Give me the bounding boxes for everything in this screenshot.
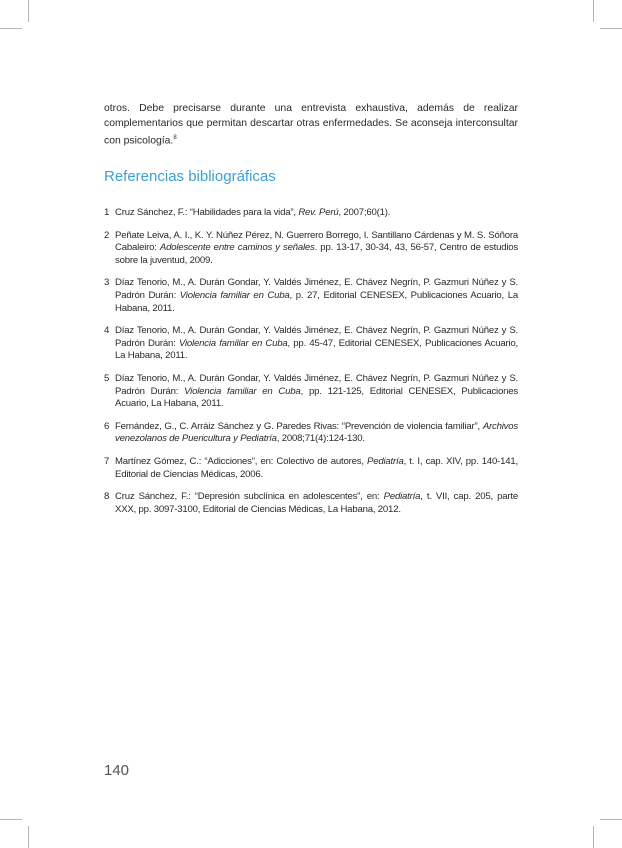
- crop-mark: [600, 819, 622, 820]
- reference-item: [104, 491, 518, 516]
- reference-title: Adolescente entre caminos y señales: [159, 242, 315, 254]
- reference-title: Rev. Perú: [298, 207, 339, 218]
- crop-mark: [28, 0, 29, 22]
- crop-mark: [0, 28, 22, 29]
- reference-text: Díaz Tenorio, M., A. Durán Gondar, Y. Valdés Jiménez, E. Chávez Negrín, P. Gazmuri Núñez y S. Padrón Durán:: [115, 325, 518, 349]
- crop-mark: [28, 826, 29, 848]
- reference-text: , t. I, cap. XIV, pp. 140-141, Editorial de Ciencias Médicas, 2006.: [115, 455, 518, 480]
- crop-mark: [593, 0, 594, 22]
- footnote-marker: 8: [173, 135, 177, 141]
- reference-text: , p. 27, Editorial CENESEX, Publicaciones Acuario, La Habana, 2011.: [115, 289, 518, 314]
- reference-number: 5: [104, 372, 110, 384]
- reference-item: [104, 421, 518, 446]
- reference-text: , pp. 121-125, Editorial CENESEX, Publicaciones Acuario, La Habana, 2011.: [115, 385, 518, 410]
- reference-text: , 2008;71(4):124-130.: [276, 433, 365, 445]
- reference-number: 1: [104, 207, 110, 218]
- reference-title: Violencia familiar en Cuba: [184, 385, 301, 397]
- crop-mark: [593, 826, 594, 848]
- reference-text: Peñate Leiva, A. I., K. Y. Núñez Pérez, N. Guerrero Borrego, I. Santillano Cárdenas y M. S. Sóñora Cabaleiro:: [115, 229, 518, 254]
- reference-number: 2: [104, 229, 110, 241]
- reference-number: 8: [104, 491, 110, 503]
- reference-title: Pediatría: [367, 455, 404, 467]
- reference-number: 3: [104, 277, 110, 289]
- section-heading: Referencias bibliográficas: [104, 168, 276, 185]
- reference-item: [104, 277, 518, 315]
- reference-text: Díaz Tenorio, M., A. Durán Gondar, Y. Valdés Jiménez, E. Chávez Negrín, P. Gazmuri Núñez y S. Padrón Durán:: [115, 372, 518, 397]
- reference-text: , 2007;60(1).: [338, 207, 391, 218]
- reference-text: , pp. 45-47, Editorial CENESEX, Publicaciones Acuario, La Habana, 2011.: [115, 337, 518, 362]
- crop-mark: [0, 819, 22, 820]
- reference-list: [104, 207, 518, 526]
- reference-item: [104, 373, 518, 411]
- crop-mark: [600, 28, 622, 29]
- paragraph-text: otros. Debe precisarse durante una entrevista exhaustiva, además de realizar complementarios que permitan descartar otras enfermedades. Se aconseja interconsultar con psicología.: [104, 103, 518, 147]
- reference-text: , t. VII, cap. 205, parte XXX, pp. 3097-3100, Editorial de Ciencias Médicas, La Habana, 2012.: [115, 491, 518, 515]
- reference-title: Pediatría: [383, 491, 421, 503]
- reference-number: 7: [104, 455, 110, 467]
- reference-number: 6: [104, 420, 110, 432]
- reference-text: . pp. 13-17, 30-34, 43, 56-57, Centro de estudios sobre la juventud, 2009.: [115, 242, 519, 266]
- reference-title: Archivos venezolanos de Puericultura y Pediatría: [115, 420, 518, 445]
- reference-item: [104, 456, 518, 481]
- reference-text: Cruz Sánchez, F.: “Depresión subclínica en adolescentes”, en:: [115, 491, 384, 503]
- reference-text: Martínez Gómez, C.: “Adicciones”, en: Colectivo de autores,: [115, 455, 368, 467]
- reference-title: Violencia familiar en Cuba: [178, 337, 288, 349]
- reference-text: Díaz Tenorio, M., A. Durán Gondar, Y. Valdés Jiménez, E. Chávez Negrín, P. Gazmuri Núñez y S. Padrón Durán:: [115, 277, 518, 301]
- body-paragraph: [104, 101, 518, 148]
- page-number: 140: [104, 762, 130, 779]
- reference-title: Violencia familiar en Cuba: [179, 289, 290, 301]
- reference-item: [104, 230, 518, 268]
- reference-number: 4: [104, 325, 110, 337]
- reference-item: [104, 207, 518, 220]
- reference-text: Fernández, G., C. Arráiz Sánchez y G. Paredes Rivas: “Prevención de violencia familiar”,: [115, 420, 483, 432]
- reference-text: Cruz Sánchez, F.: “Habilidades para la vida”,: [115, 207, 299, 218]
- reference-item: [104, 325, 518, 363]
